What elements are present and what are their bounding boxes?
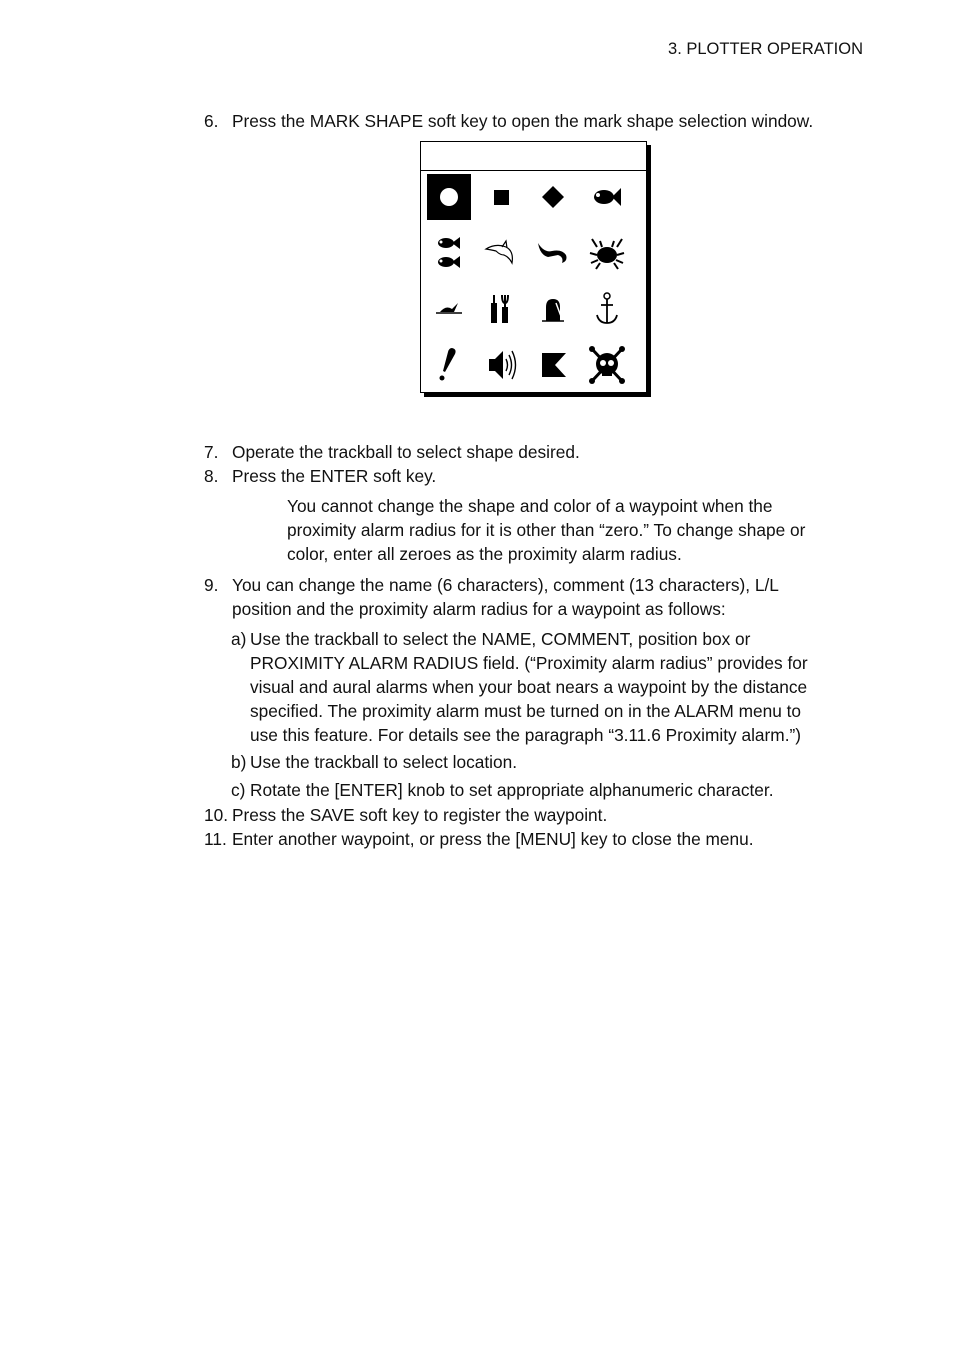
dolphin-shape-option[interactable] (479, 230, 523, 276)
step-text: Press the MARK SHAPE soft key to open the mark shape selection window. (232, 111, 814, 131)
fish-pair-icon (430, 233, 468, 273)
substep-text: visual and aural alarms when your boat nears a waypoint by the distance (250, 677, 808, 697)
note-line: proximity alarm radius for it is other than “zero.” To change shape or (287, 520, 806, 540)
substep-text: Use the trackball to select location. (250, 752, 518, 772)
exclamation-shape-option[interactable] (427, 342, 471, 388)
substep-label: a) (231, 629, 247, 649)
square-icon (482, 177, 520, 217)
mark-shape-window (420, 141, 647, 393)
substep-text: specified. The proximity alarm must be turned on in the ALARM menu to (250, 701, 802, 721)
step-number: 8. (204, 466, 219, 486)
step-text: You can change the name (6 characters), comment (13 characters), L/L (232, 575, 779, 595)
anchor-icon (588, 289, 626, 329)
fish-shape-option[interactable] (585, 174, 629, 220)
speaker-icon (482, 345, 520, 385)
exclamation-icon (430, 345, 468, 385)
circle-icon (430, 177, 468, 217)
fish-pair-shape-option[interactable] (427, 230, 471, 276)
step-number: 7. (204, 442, 219, 462)
step-number: 6. (204, 111, 219, 131)
step-number: 11. (204, 829, 227, 849)
substep-text: Rotate the [ENTER] knob to set appropriate alphanumeric character. (250, 780, 774, 800)
bird-icon (430, 289, 468, 329)
tombstone-shape-option[interactable] (531, 286, 575, 332)
running-header: 3. PLOTTER OPERATION (668, 40, 863, 58)
substep-label: b) (231, 752, 247, 772)
bird-shape-option[interactable] (427, 286, 471, 332)
mark-shape-grid (421, 171, 646, 392)
flag-icon (534, 345, 572, 385)
note-line: You cannot change the shape and color of a waypoint when the (287, 496, 773, 516)
step-number: 9. (204, 575, 219, 595)
anchor-shape-option[interactable] (585, 286, 629, 332)
substep-text: PROXIMITY ALARM RADIUS field. (“Proximity alarm radius” provides for (250, 653, 808, 673)
circle-shape-option[interactable] (427, 174, 471, 220)
step-text: Operate the trackball to select shape desired. (232, 442, 580, 462)
substep-label: c) (231, 780, 246, 800)
note-line: color, enter all zeroes as the proximity alarm radius. (287, 544, 682, 564)
step-text: Press the ENTER soft key. (232, 466, 437, 486)
restaurant-shape-option[interactable] (479, 286, 523, 332)
fish-icon (588, 177, 626, 217)
skull-crossbones-shape-option[interactable] (585, 342, 629, 388)
restaurant-icon (482, 289, 520, 329)
skull-crossbones-icon (588, 345, 626, 385)
crab-shape-option[interactable] (585, 230, 629, 276)
substep-text: Use the trackball to select the NAME, COMMENT, position box or (250, 629, 751, 649)
window-title-bar (421, 142, 646, 171)
crab-icon (588, 233, 626, 273)
dolphin-icon (482, 233, 520, 273)
diamond-icon (534, 177, 572, 217)
flag-shape-option[interactable] (531, 342, 575, 388)
step-text: position and the proximity alarm radius for a waypoint as follows: (232, 599, 726, 619)
step-text: Enter another waypoint, or press the [MENU] key to close the menu. (232, 829, 754, 849)
shrimp-icon (534, 233, 572, 273)
shrimp-shape-option[interactable] (531, 230, 575, 276)
square-shape-option[interactable] (479, 174, 523, 220)
speaker-shape-option[interactable] (479, 342, 523, 388)
diamond-shape-option[interactable] (531, 174, 575, 220)
step-text: Press the SAVE soft key to register the waypoint. (232, 805, 608, 825)
step-number: 10. (204, 805, 229, 825)
tombstone-icon (534, 289, 572, 329)
substep-text: use this feature. For details see the paragraph “3.11.6 Proximity alarm.”) (250, 725, 802, 745)
